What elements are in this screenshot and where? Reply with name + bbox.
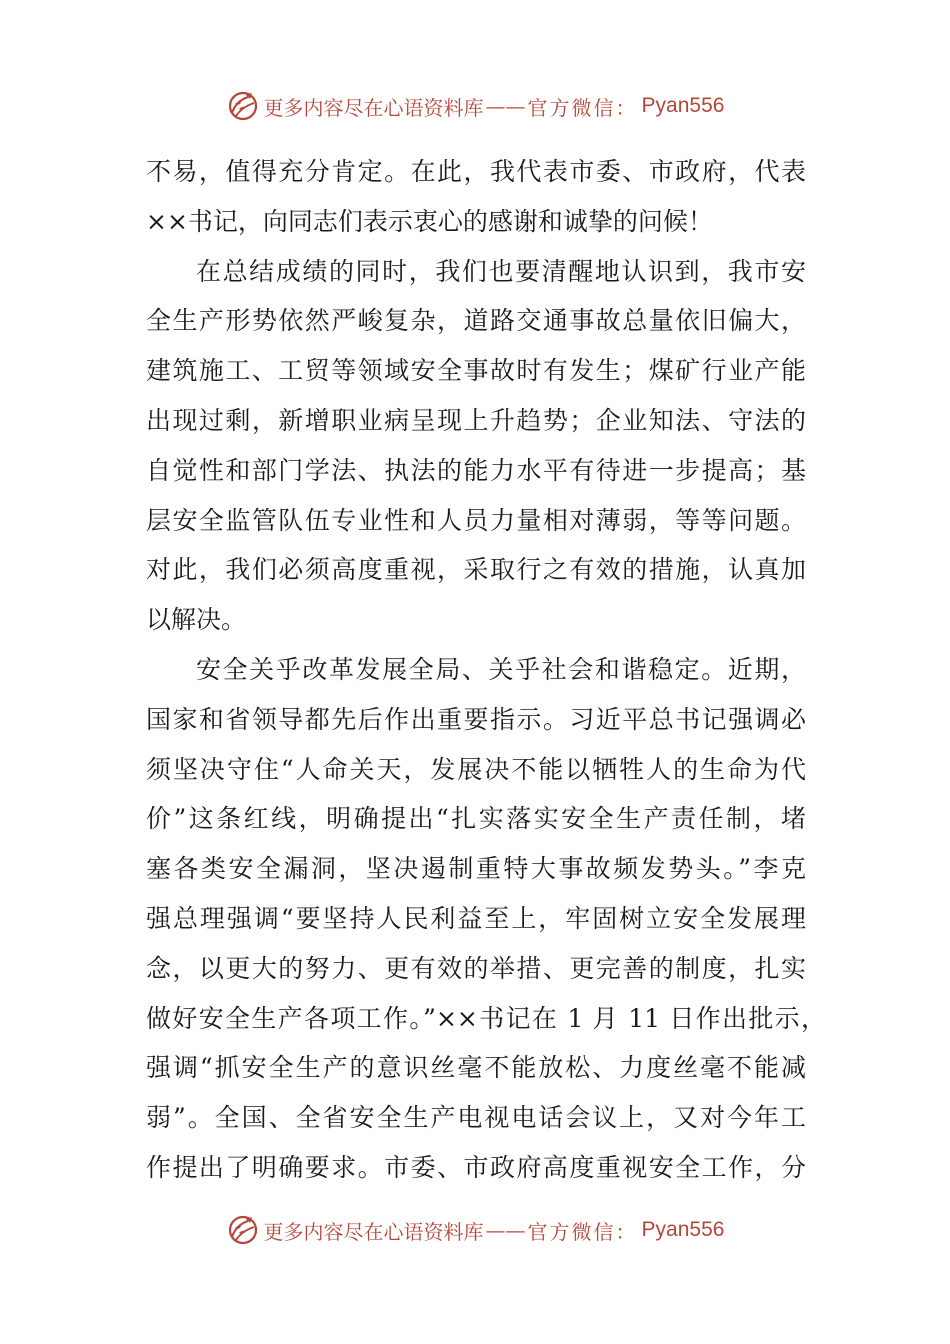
text-line: 强调“抓安全生产的意识丝毫不能放松、力度丝毫不能减 bbox=[146, 1053, 806, 1083]
text-line: 强总理强调“要坚持人民利益至上，牢固树立安全发展理 bbox=[146, 903, 806, 933]
text-line: 对此，我们必须高度重视，采取行之有效的措施，认真加 bbox=[146, 555, 806, 585]
wreath-logo-icon bbox=[226, 89, 260, 123]
text-line: 作提出了明确要求。市委、市政府高度重视安全工作，分 bbox=[146, 1152, 806, 1182]
text-line: 须坚决守住“人命关天，发展决不能以牺牲人的生命为代 bbox=[146, 754, 806, 784]
wreath-logo-icon bbox=[226, 1213, 260, 1247]
text-line: 不易，值得充分肯定。在此，我代表市委、市政府，代表 bbox=[146, 157, 806, 186]
banner-wechat-id: Pyan556 bbox=[641, 94, 725, 117]
text-line: 在总结成绩的同时，我们也要清醒地认识到，我市安 bbox=[196, 256, 806, 286]
text-line: 安全关乎改革发展全局、关乎社会和谐稳定。近期， bbox=[196, 654, 806, 684]
header-banner bbox=[0, 86, 950, 126]
banner-title: 更多内容尽在心语资料库 bbox=[263, 1219, 484, 1244]
text-line: 国家和省领导都先后作出重要指示。习近平总书记强调必 bbox=[146, 704, 806, 734]
text-line: ××书记，向同志们表示衷心的感谢和诚挚的问候！ bbox=[146, 206, 713, 236]
banner-wechat-label: 官方微信： bbox=[527, 1219, 638, 1244]
text-line: 价”这条红线，明确提出“扎实落实安全生产责任制，堵 bbox=[146, 804, 806, 834]
text-line: 出现过剩，新增职业病呈现上升趋势；企业知法、守法的 bbox=[146, 405, 806, 435]
text-line: 层安全监管队伍专业性和人员力量相对薄弱，等等问题。 bbox=[146, 505, 806, 535]
text-line: 做好安全生产各项工作。”××书记在 1 月 11 日作出批示， bbox=[146, 1003, 826, 1033]
text-line: 自觉性和部门学法、执法的能力水平有待进一步提高；基 bbox=[146, 455, 806, 485]
text-line: 以解决。 bbox=[146, 605, 247, 635]
document-body bbox=[146, 147, 826, 1193]
text-line: 念，以更大的努力、更有效的举措、更完善的制度，扎实 bbox=[146, 953, 806, 983]
banner-separator: —— bbox=[485, 1218, 526, 1242]
banner-wechat-label: 官方微信： bbox=[527, 95, 638, 120]
text-line: 建筑施工、工贸等领域安全事故时有发生；煤矿行业产能 bbox=[146, 356, 806, 386]
banner-title: 更多内容尽在心语资料库 bbox=[263, 95, 484, 120]
text-line: 弱”。全国、全省安全生产电视电话会议上，又对今年工 bbox=[146, 1103, 806, 1133]
text-line: 全生产形势依然严峻复杂，道路交通事故总量依旧偏大， bbox=[146, 306, 806, 336]
banner-wechat-id: Pyan556 bbox=[641, 1218, 725, 1241]
text-line: 塞各类安全漏洞，坚决遏制重特大事故频发势头。”李克 bbox=[146, 854, 806, 884]
footer-banner bbox=[0, 1210, 950, 1250]
banner-separator: —— bbox=[485, 94, 526, 118]
